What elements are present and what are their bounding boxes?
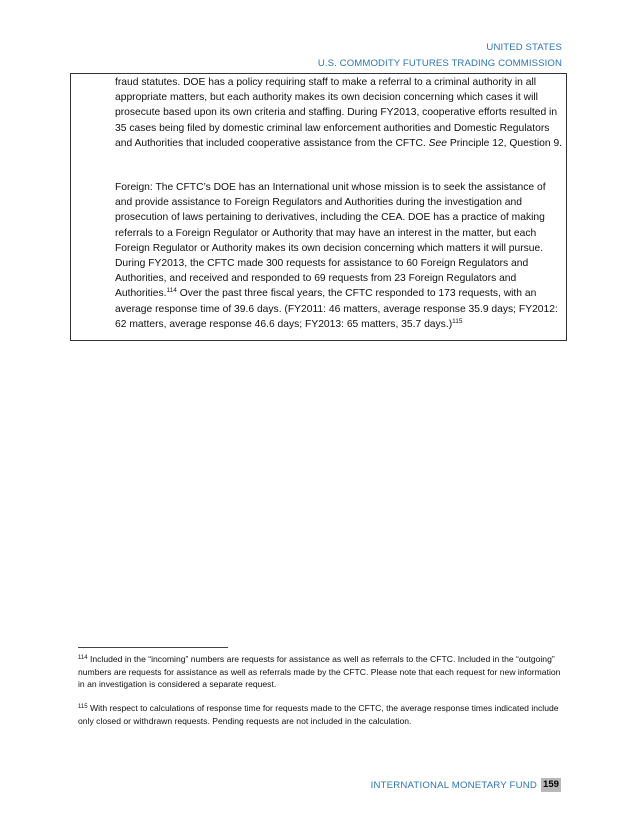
footnote-text: With respect to calculations of response time for requests made to the CFTC, the average response times indicated include only closed or withdrawn requests. Pending requests are not included in the calculation.	[78, 703, 559, 726]
footnote-ref-114[interactable]: 114	[166, 287, 177, 295]
footnote-115	[78, 702, 568, 727]
principle-reference: Principle 12, Question 9.	[446, 137, 563, 149]
paragraph-foreign-text-b: Over the past three fiscal years, the CFTC responded to 173 requests, with an average response time of 39.6 days. (FY2011: 46 matters, average response 35.9 days; FY2012: 62 matters, average response 46.6 days; FY2013: 65 matters, 35.7 days.)	[115, 288, 558, 330]
paragraph-foreign-text-a: Foreign: The CFTC’s DOE has an International unit whose mission is to seek the assistance of and provide assistance to Foreign Regulators and Authorities during the investigation and prosecution of laws pertaining to derivatives, including the CEA. DOE has a practice of making referrals to a Foreign Regulator or Authority that may have an interest in the matter, but each Foreign Regulator or Authority makes its own decision concerning which matters it will pursue. During FY2013, the CFTC made 300 requests for assistance to 60 Foreign Regulators and Authorities, and received and responded to 69 requests from 23 Foreign Regulators and Authorities.	[115, 182, 546, 300]
footnote-ref-115[interactable]: 115	[452, 317, 463, 325]
paragraph-domestic-text: fraud statutes. DOE has a policy requiring staff to make a referral to a criminal authority in all appropriate matters, but each authority makes its own decision concerning which cases it will prosecute based upon its own criteria and staffing. During FY2013, cooperative efforts resulted in 35 cases being filed by domestic criminal law enforcement authorities and Domestic Regulators and Authorities that included cooperative assistance from the CFTC.	[115, 77, 558, 149]
see-reference: See	[428, 137, 447, 149]
header-country: UNITED STATES	[486, 42, 562, 53]
page-number: 159	[542, 779, 559, 790]
footnote-number: 115	[78, 704, 88, 710]
footnote-114	[78, 653, 568, 691]
footer-label: INTERNATIONAL MONETARY FUND	[370, 779, 537, 791]
footnote-text: Included in the “incoming” numbers are requests for assistance as well as referrals to the CFTC. Included in the “outgoing” numbers are requests for assistance as well as referrals made by the CFTC. Please note that each request for new information in an investigation is considered a separate request.	[78, 654, 561, 690]
paragraph-domestic	[115, 75, 565, 151]
footnote-number: 114	[78, 655, 88, 661]
footnote-divider	[78, 647, 228, 648]
paragraph-foreign	[115, 180, 565, 332]
page-footer	[371, 778, 561, 792]
header-agency: U.S. COMMODITY FUTURES TRADING COMMISSION	[317, 58, 562, 69]
